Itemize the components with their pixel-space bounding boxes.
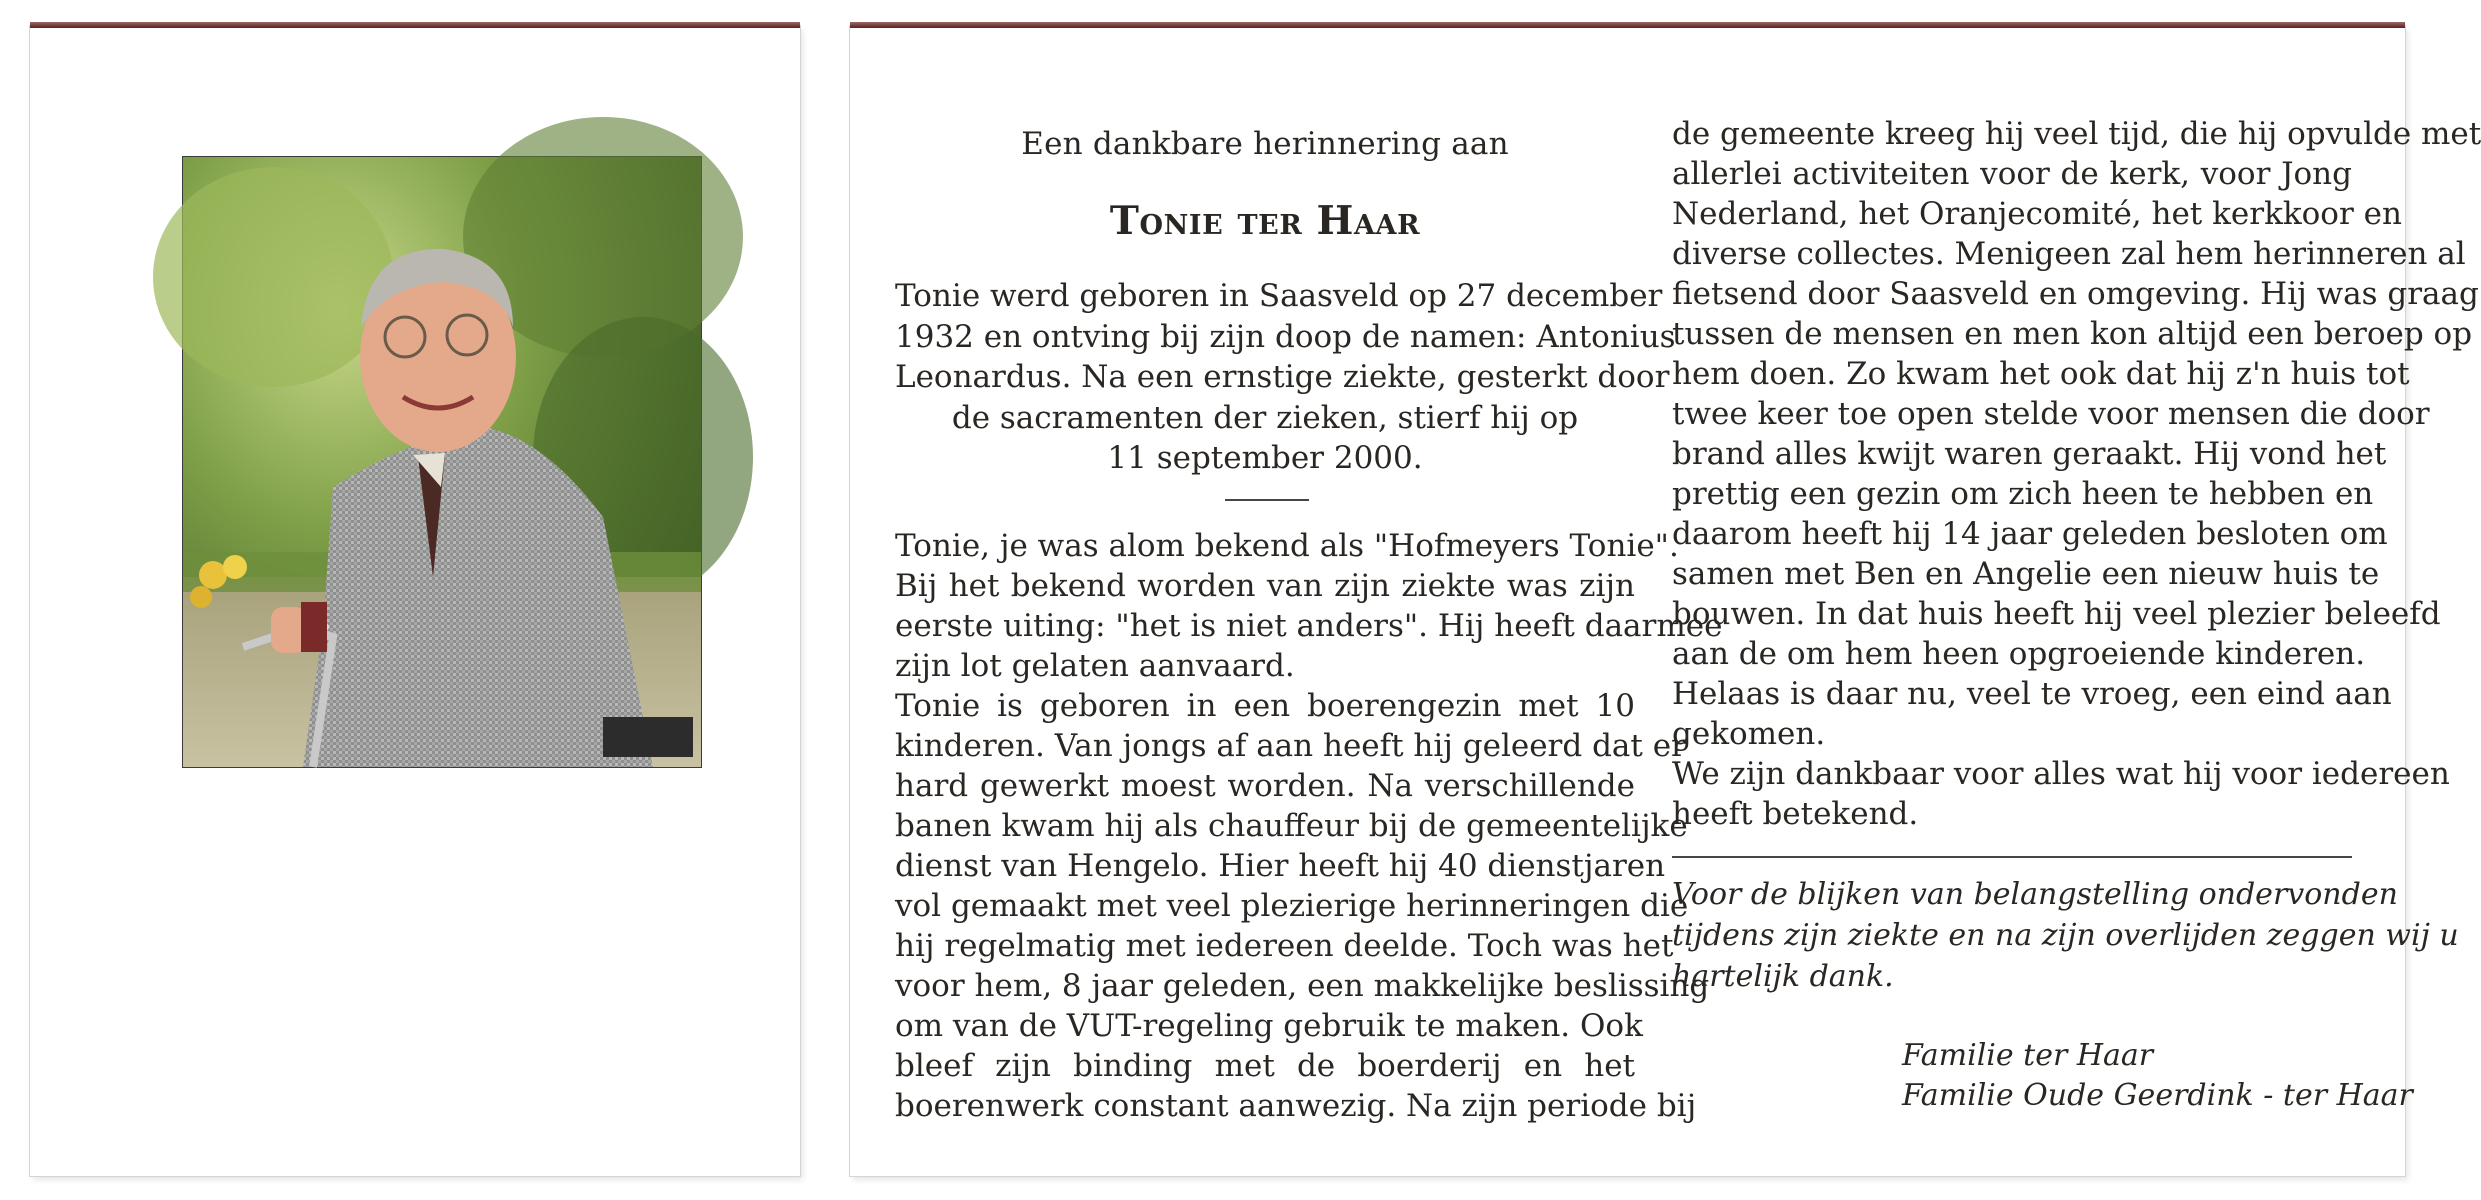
text-line: Tonie, je was alom bekend als "Hofmeyers Tonie". <box>895 528 1679 564</box>
text-line: tussen de mensen en men kon altijd een beroep op <box>1672 316 2473 352</box>
portrait-image <box>183 157 701 767</box>
text-line: allerlei activiteiten voor de kerk, voor Jong <box>1672 156 2352 192</box>
text-line: Tonie is geboren in een boerengezin met 10 <box>895 688 1635 724</box>
divider <box>1672 856 2352 858</box>
text-line: twee keer toe open stelde voor mensen die door <box>1672 396 2430 432</box>
family-signature <box>1902 1036 2413 1116</box>
family-name: Familie Oude Geerdink - ter Haar <box>1902 1078 2413 1113</box>
text-line: zijn lot gelaten aanvaard. <box>895 648 1295 684</box>
card-top-edge <box>850 22 2405 28</box>
text-line: prettig een gezin om zich heen te hebben en <box>1672 476 2374 512</box>
text-line: Helaas is daar nu, veel te vroeg, een eind aan <box>1672 676 2392 712</box>
text-line: 1932 en ontving bij zijn doop de namen: Antonius <box>895 318 1676 355</box>
text-line: voor hem, 8 jaar geleden, een makkelijke beslissing <box>895 968 1710 1004</box>
text-line: diverse collectes. Menigeen zal hem herinneren al <box>1672 236 2466 272</box>
text-line: Leonardus. Na een ernstige ziekte, gesterkt door <box>895 359 1670 395</box>
text-line: brand alles kwijt waren geraakt. Hij vond het <box>1672 436 2387 472</box>
memorial-photo <box>182 156 702 768</box>
text-line: hij regelmatig met iedereen deelde. Toch was het <box>895 928 1674 964</box>
family-name: Familie ter Haar <box>1902 1038 2154 1073</box>
text-line: aan de om hem heen opgroeiende kinderen. <box>1672 636 2366 672</box>
text-line: om van de VUT-regeling gebruik te maken. Ook <box>895 1008 1643 1044</box>
text-line: fietsend door Saasveld en omgeving. Hij was graag <box>1672 276 2479 312</box>
text-line: bleef zijn binding met de boerderij en het <box>895 1048 1635 1084</box>
thanks-paragraph <box>1672 874 2459 997</box>
card-top-edge <box>30 22 800 28</box>
text-line: tijdens zijn ziekte en na zijn overlijden zeggen wij u <box>1672 918 2459 953</box>
deceased-name: Tonie ter Haar <box>1109 198 1421 244</box>
text-line: kinderen. Van jongs af aan heeft hij geleerd dat er <box>895 728 1686 764</box>
text-line: bouwen. In dat huis heeft hij veel plezier beleefd <box>1672 596 2441 632</box>
photo-card <box>30 26 800 1176</box>
text-line: samen met Ben en Angelie een nieuw huis te <box>1672 556 2380 592</box>
biography-text-right <box>1672 114 2481 834</box>
text-line: dienst van Hengelo. Hier heeft hij 40 dienstjaren <box>895 848 1666 884</box>
text-line: 11 september 2000. <box>1107 440 1423 476</box>
intro-line: Een dankbare herinnering aan <box>1021 126 1509 162</box>
text-line: de gemeente kreeg hij veel tijd, die hij opvulde met <box>1672 116 2481 152</box>
text-line: hem doen. Zo kwam het ook dat hij z'n huis tot <box>1672 356 2410 392</box>
text-line: Bij het bekend worden van zijn ziekte was zijn <box>895 568 1635 604</box>
text-line: vol gemaakt met veel plezierige herinneringen die <box>895 888 1689 924</box>
text-line: hard gewerkt moest worden. Na verschillende <box>895 768 1635 804</box>
text-line: daarom heeft hij 14 jaar geleden besloten om <box>1672 516 2388 552</box>
text-line: boerenwerk constant aanwezig. Na zijn periode bij <box>895 1088 1697 1124</box>
text-line: Nederland, het Oranjecomité, het kerkkoor en <box>1672 196 2402 232</box>
text-line: Voor de blijken van belangstelling ondervonden <box>1672 877 2398 912</box>
text-line: gekomen. <box>1672 716 1826 752</box>
birth-paragraph <box>895 276 1676 479</box>
text-line: de sacramenten der zieken, stierf hij op <box>951 399 1579 436</box>
text-card <box>850 26 2481 1176</box>
biography-text-left <box>895 526 1723 1126</box>
divider <box>1225 499 1309 501</box>
text-line: heeft betekend. <box>1672 796 1919 832</box>
text-line: Tonie werd geboren in Saasveld op 27 december <box>895 278 1663 314</box>
text-line: eerste uiting: "het is niet anders". Hij heeft daarmee <box>895 608 1723 644</box>
text-line: We zijn dankbaar voor alles wat hij voor iedereen <box>1672 756 2450 792</box>
text-line: hartelijk dank. <box>1672 959 1894 994</box>
text-line: banen kwam hij als chauffeur bij de gemeentelijke <box>895 808 1688 844</box>
